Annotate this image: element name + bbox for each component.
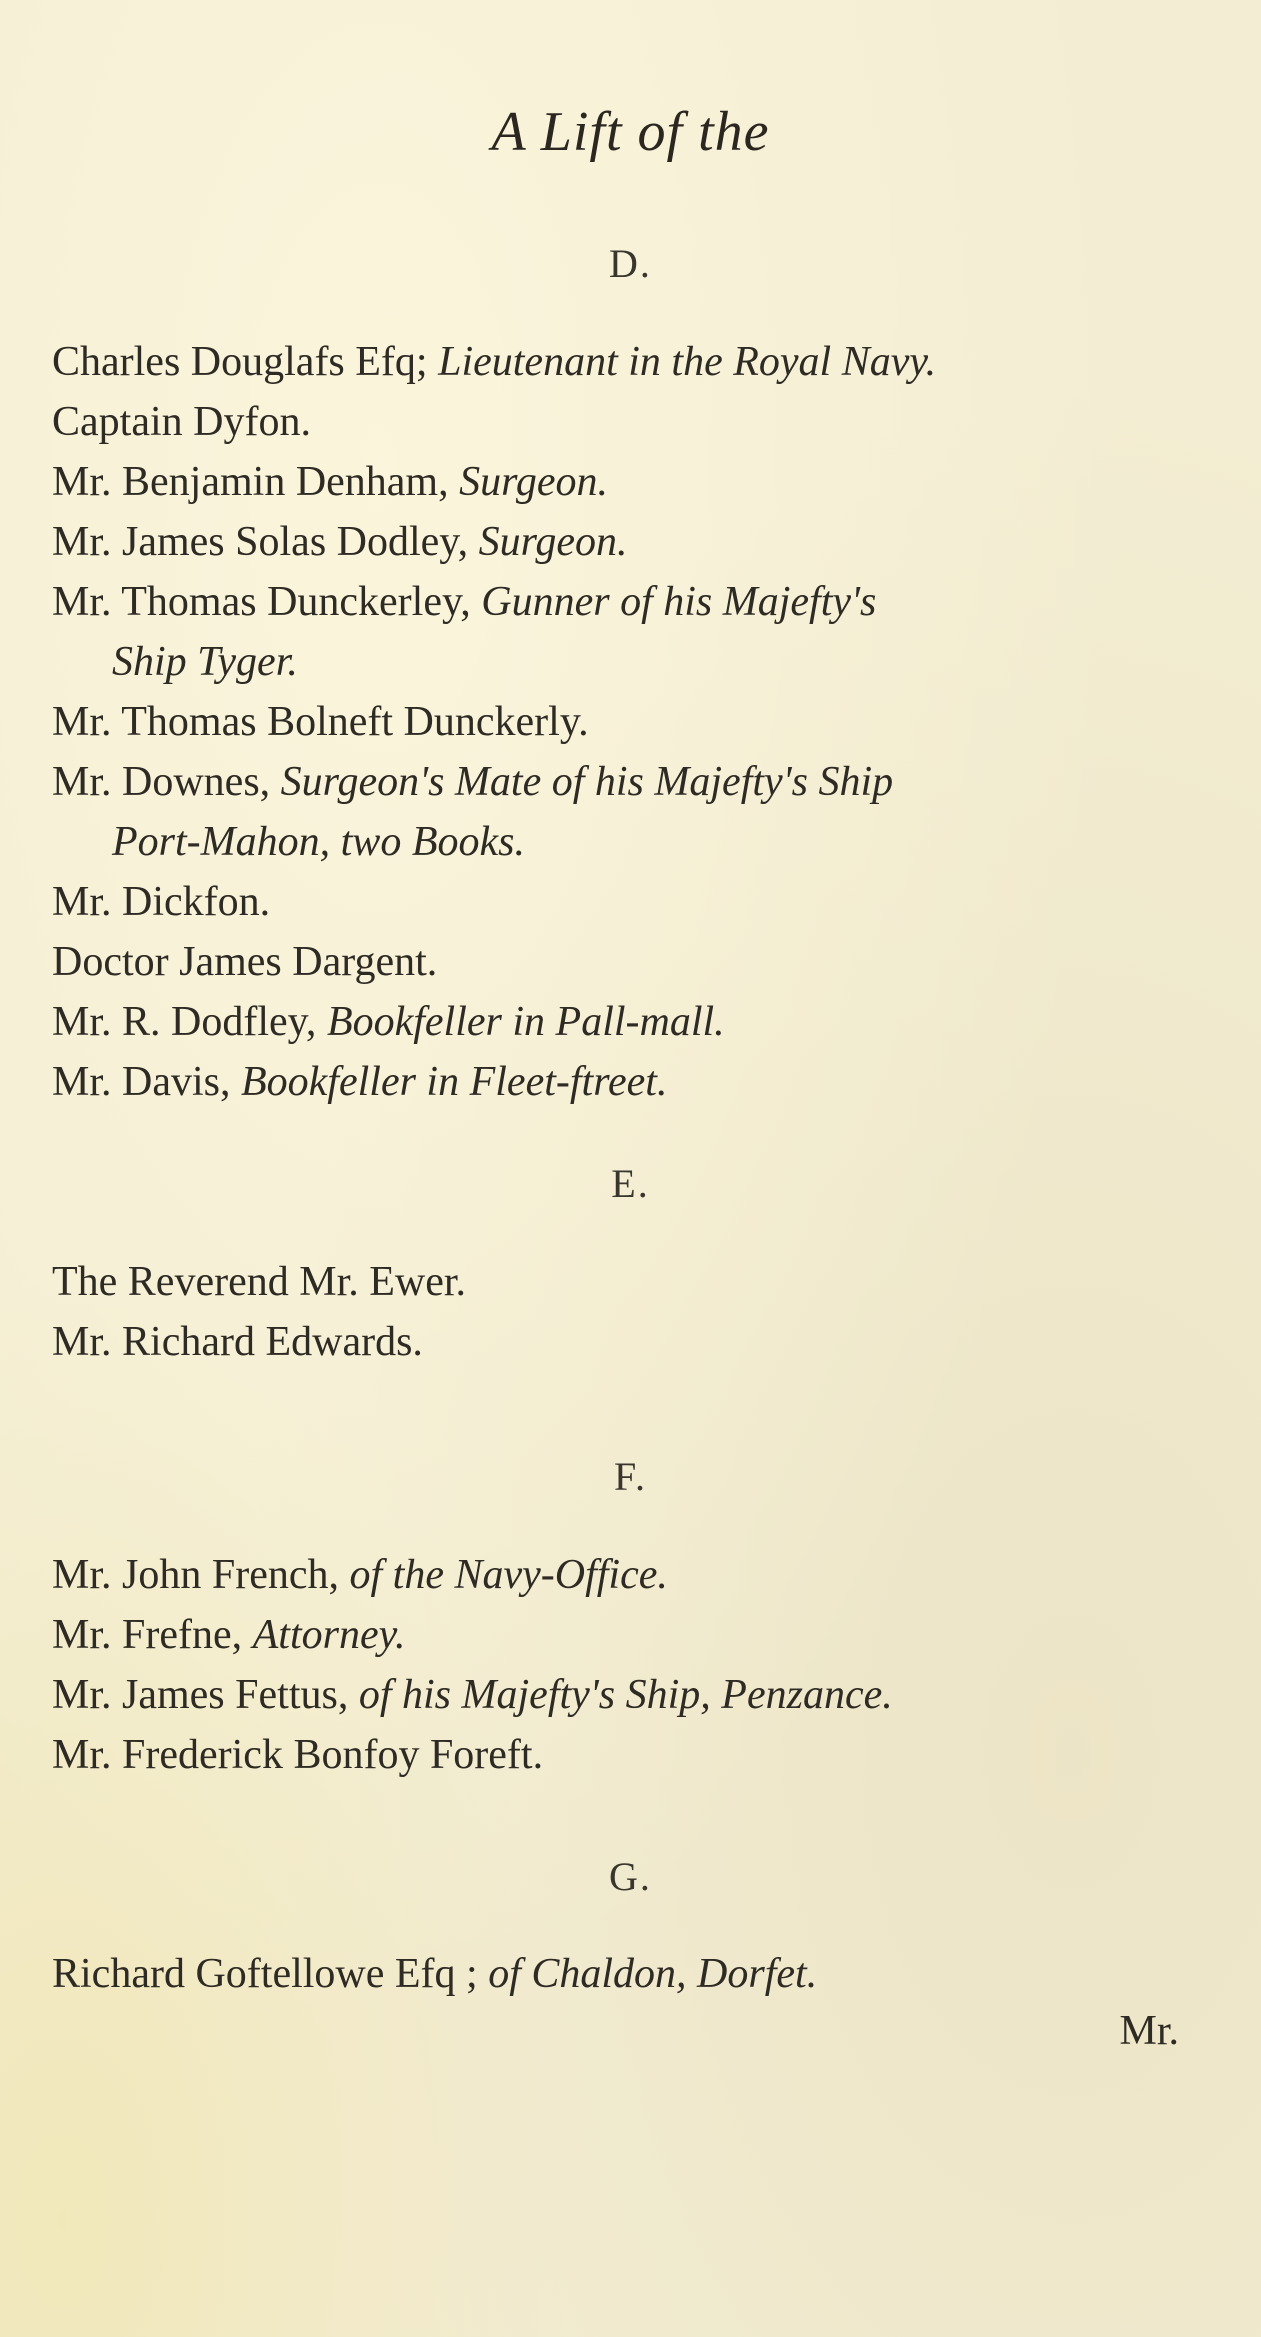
- entry-description: Ship Tyger.: [112, 639, 298, 685]
- list-entry: [52, 752, 1222, 812]
- entry-name: Mr. Richard Edwards.: [52, 1319, 423, 1365]
- entry-name: Mr. R. Dodfley,: [52, 999, 317, 1045]
- entry-name: The Reverend Mr. Ewer.: [52, 1259, 467, 1305]
- list-entry: [52, 992, 1222, 1052]
- catchword: Mr.: [1119, 2008, 1179, 2054]
- list-entry: [52, 932, 1222, 992]
- entry-name: Mr. Benjamin Denham,: [52, 459, 449, 505]
- list-entry: [52, 872, 1222, 932]
- list-entry: [52, 392, 1222, 452]
- section-letter-f: F.: [613, 1454, 648, 1499]
- entry-name: Mr. James Solas Dodley,: [52, 519, 469, 565]
- list-entry: [52, 332, 1222, 392]
- entry-description: of Chaldon, Dorfet.: [488, 1951, 818, 1997]
- entry-description: Bookfeller in Pall-mall.: [326, 999, 725, 1045]
- entry-description: Attorney.: [252, 1612, 406, 1658]
- entry-name: Mr. Davis,: [52, 1059, 231, 1105]
- entry-name: Mr. Downes,: [52, 759, 271, 805]
- entry-description: of the Navy-Office.: [349, 1552, 668, 1598]
- list-entry: [52, 1312, 1222, 1372]
- entry-list-d: [52, 332, 1222, 1112]
- list-entry: [52, 1725, 1222, 1785]
- running-head: A Lift of the: [491, 101, 770, 163]
- list-entry: [52, 572, 1222, 632]
- entry-description: Surgeon.: [478, 519, 628, 565]
- entry-name: Mr. Thomas Dunckerley,: [52, 579, 471, 625]
- entry-description: Lieutenant in the Royal Navy.: [438, 339, 937, 385]
- entry-name: Mr. Frefne,: [52, 1612, 243, 1658]
- entry-name: Captain Dyfon.: [52, 399, 311, 445]
- list-entry: [52, 1545, 1222, 1605]
- entry-name: Mr. Frederick Bonfoy Foreft.: [52, 1732, 544, 1778]
- entry-list-e: [52, 1252, 1222, 1372]
- list-entry: [52, 1252, 1222, 1312]
- entry-description: Surgeon.: [459, 459, 609, 505]
- list-entry: [52, 1944, 1222, 2004]
- section-letter-e: E.: [611, 1161, 650, 1206]
- entry-name: Mr. John French,: [52, 1552, 339, 1598]
- list-entry: [52, 692, 1222, 752]
- list-entry: [52, 512, 1222, 572]
- entry-list-g: [52, 1944, 1222, 2004]
- list-entry: [52, 1052, 1222, 1112]
- section-letter-d: D.: [609, 241, 652, 286]
- entry-name: Mr. Thomas Bolneft Dunckerly.: [52, 699, 589, 745]
- entry-name: Mr. Dickfon.: [52, 879, 271, 925]
- list-entry: [52, 1665, 1222, 1725]
- entry-name: Doctor James Dargent.: [52, 939, 438, 985]
- list-entry-continuation: [52, 812, 1222, 872]
- entry-name: Mr. James Fettus,: [52, 1672, 349, 1718]
- list-entry: [52, 452, 1222, 512]
- entry-description: Surgeon's Mate of his Majefty's Ship: [280, 759, 894, 805]
- list-entry-continuation: [52, 632, 1222, 692]
- entry-description: Port-Mahon, two Books.: [112, 819, 525, 865]
- entry-description: Bookfeller in Fleet-ftreet.: [241, 1059, 668, 1105]
- entry-name: Richard Goftellowe Efq ;: [52, 1951, 478, 1997]
- entry-description: Gunner of his Majefty's: [481, 579, 877, 625]
- entry-name: Charles Douglafs Efq;: [52, 339, 428, 385]
- entry-description: of his Majefty's Ship, Penzance.: [358, 1672, 893, 1718]
- entry-list-f: [52, 1545, 1222, 1785]
- section-letter-g: G.: [609, 1854, 652, 1899]
- list-entry: [52, 1605, 1222, 1665]
